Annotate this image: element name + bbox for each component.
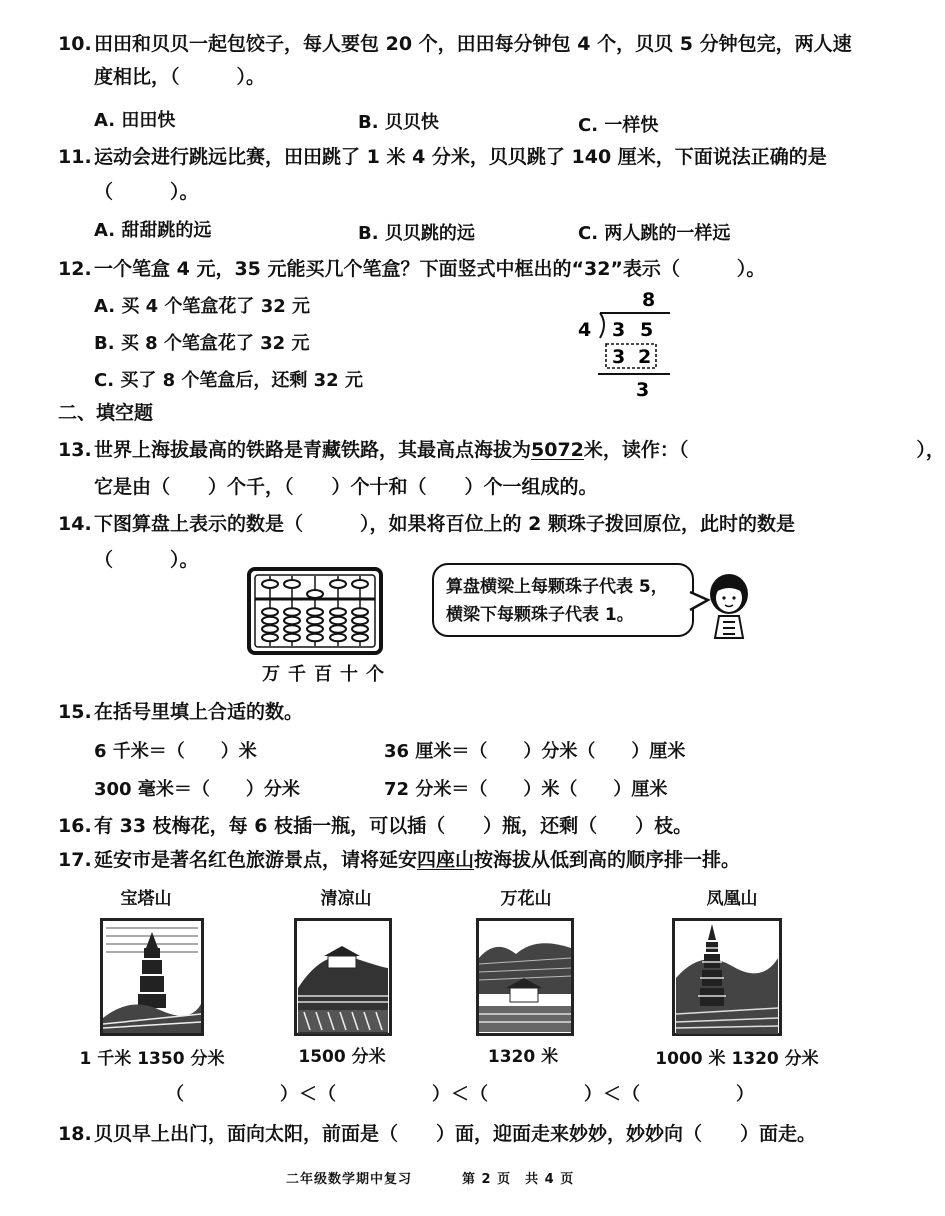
abacus-lower-bead: [307, 608, 323, 616]
fenghuang-mountain-picture: [672, 918, 782, 1036]
q14-line1: [58, 510, 795, 538]
abacus-lower-bead: [284, 608, 300, 616]
q11-text: 运动会进行跳远比赛，田田跳了 1 米 4 分米，贝贝跳了 140 厘米，下面说法正确的是: [94, 146, 827, 168]
abacus-lower-bead: [307, 617, 323, 625]
abacus-lower-bead: [330, 617, 346, 625]
abacus-lower-bead: [262, 625, 278, 633]
q12-line1: [58, 255, 765, 283]
q16-number: 16.: [58, 815, 92, 837]
abacus-lower-bead: [262, 634, 278, 642]
abacus-lower-bead: [330, 625, 346, 633]
q12-option-a: A. 买 4 个笔盒花了 32 元: [94, 296, 311, 317]
abacus-lower-bead: [352, 617, 368, 625]
mountain-height-qingliang: 1500 分米: [298, 1047, 386, 1067]
mountain-name-baota: 宝塔山: [120, 889, 172, 909]
abacus-lower-bead: [307, 634, 323, 642]
q13-number: 13.: [58, 439, 92, 461]
abacus-lower-bead: [284, 625, 300, 633]
q12-text: 一个笔盒 4 元，35 元能买几个笔盒？下面竖式中框出的“32”表示（ ）。: [94, 258, 766, 280]
q17-text-c: 按海拔从低到高的顺序排一排。: [474, 849, 741, 871]
q13-line1: [58, 436, 945, 464]
abacus-lower-bead: [262, 617, 278, 625]
mountain-name-wanhua: 万花山: [500, 889, 552, 909]
q17-underlined-mountains: 四座山: [417, 849, 475, 871]
q12-option-b: B. 买 8 个笔盒花了 32 元: [94, 333, 310, 354]
q12-option-c: C. 买了 8 个笔盒后，还剩 32 元: [94, 370, 363, 391]
mountain-height-wanhua: 1320 米: [487, 1047, 559, 1067]
q16-text: 有 33 枝梅花，每 6 枝插一瓶，可以插（ ）瓶，还剩（ ）枝。: [94, 815, 693, 837]
q15-item-4: 72 分米＝（ ）米（ ）厘米: [384, 779, 668, 800]
q11-number: 11.: [58, 146, 92, 168]
mountain-height-fenghuang: 1000 米 1320 分米: [655, 1049, 819, 1069]
q18-text: 贝贝早上出门，面向太阳，前面是（ ）面，迎面走来妙妙，妙妙向（ ）面走。: [94, 1123, 817, 1145]
label-bai: 百: [314, 664, 340, 685]
qingliang-mountain-picture: [294, 918, 392, 1036]
girl-avatar-icon: [705, 570, 753, 640]
q17-number: 17.: [58, 849, 92, 871]
divisor-digit: 4: [578, 319, 592, 341]
division-bracket: [600, 313, 604, 338]
abacus-upper-bead: [262, 580, 278, 588]
abacus-place-labels: [262, 660, 392, 686]
q10-option-c: C. 一样快: [578, 115, 659, 136]
q12-number: 12.: [58, 258, 92, 280]
abacus-rods: [262, 576, 368, 646]
baota-mountain-picture: [100, 918, 204, 1036]
section-title: 二、填空题: [58, 402, 154, 424]
q10-line1: [58, 30, 852, 58]
abacus-lower-bead: [284, 634, 300, 642]
q17-order-line: （ ）＜（ ）＜（ ）＜（ ）: [166, 1084, 755, 1105]
q15-item-3: 300 毫米＝（ ）分米: [94, 779, 300, 800]
abacus-lower-bead: [307, 625, 323, 633]
abacus-lower-bead: [284, 617, 300, 625]
q11-option-a: A. 甜甜跳的远: [94, 220, 212, 241]
q15-title: 在括号里填上合适的数。: [94, 701, 304, 723]
label-shi: 十: [340, 664, 366, 685]
mountain-name-qingliang: 清凉山: [320, 889, 372, 909]
abacus-illustration: [246, 566, 386, 656]
q15-title-line: [58, 698, 303, 726]
abacus-lower-bead: [352, 608, 368, 616]
abacus-lower-bead: [352, 625, 368, 633]
abacus-lower-bead: [330, 634, 346, 642]
mountain-height-baota: 1 千米 1350 分米: [79, 1049, 225, 1069]
hint-speech-bubble: [432, 563, 694, 637]
product-digit-tens: 3: [612, 346, 626, 368]
q10-number: 10.: [58, 33, 92, 55]
abacus-lower-bead: [352, 634, 368, 642]
quotient-digit: 8: [642, 289, 656, 311]
q10-option-a: A. 田田快: [94, 110, 176, 131]
long-division-diagram: [570, 282, 680, 402]
dividend-digit-ones: 5: [640, 319, 654, 341]
q14-line2: （ ）。: [94, 549, 199, 571]
q13-text-a: 世界上海拔最高的铁路是青藏铁路，其最高点海拔为: [94, 439, 532, 461]
abacus-lower-bead: [330, 608, 346, 616]
bubble-line1: 算盘横梁上每颗珠子代表 5，: [446, 577, 668, 597]
q18-number: 18.: [58, 1123, 92, 1145]
q15-item-1: 6 千米＝（ ）米: [94, 741, 257, 762]
q11-line2: （ ）。: [94, 181, 199, 203]
footer-title: 二年级数学期中复习: [286, 1172, 413, 1187]
q13-line2: 它是由（ ）个千，（ ）个十和（ ）个一组成的。: [94, 476, 598, 498]
q13-text-c: 米，读作：（ ），: [583, 439, 945, 461]
dividend-digit-tens: 3: [612, 319, 626, 341]
abacus-upper-bead: [330, 580, 346, 588]
q14-number: 14.: [58, 513, 92, 535]
q10-line2: 度相比，（ ）。: [94, 66, 266, 88]
q18-line: [58, 1120, 816, 1148]
footer-page-number: 第 2 页 共 4 页: [462, 1172, 575, 1187]
q17-text-a: 延安市是著名红色旅游景点，请将延安: [94, 849, 418, 871]
q11-option-b: B. 贝贝跳的远: [358, 223, 475, 244]
q11-option-c: C. 两人跳的一样远: [578, 223, 731, 244]
mountain-name-fenghuang: 凤凰山: [706, 889, 758, 909]
bubble-line2: 横梁下每颗珠子代表 1。: [446, 605, 634, 625]
q13-altitude-underlined: 5072: [531, 439, 584, 461]
q15-item-2: 36 厘米＝（ ）分米（ ）厘米: [384, 741, 686, 762]
abacus-upper-bead: [352, 580, 368, 588]
q10-option-b: B. 贝贝快: [358, 112, 439, 133]
abacus-upper-bead: [307, 590, 323, 598]
q11-line1: [58, 143, 827, 171]
q17-line: [58, 846, 740, 874]
label-qian: 千: [288, 664, 314, 685]
remainder-digit: 3: [636, 379, 650, 401]
q15-number: 15.: [58, 701, 92, 723]
abacus-lower-bead: [262, 608, 278, 616]
product-digit-ones: 2: [638, 346, 652, 368]
q16-line: [58, 812, 692, 840]
label-wan: 万: [262, 664, 288, 685]
wanhua-mountain-picture: [476, 918, 574, 1036]
abacus-upper-bead: [284, 580, 300, 588]
q10-text: 田田和贝贝一起包饺子，每人要包 20 个，田田每分钟包 4 个，贝贝 5 分钟包完，两人速: [94, 33, 852, 55]
label-ge: 个: [366, 664, 392, 685]
q14-text: 下图算盘上表示的数是（ ），如果将百位上的 2 颗珠子拨回原位，此时的数是: [94, 513, 795, 535]
